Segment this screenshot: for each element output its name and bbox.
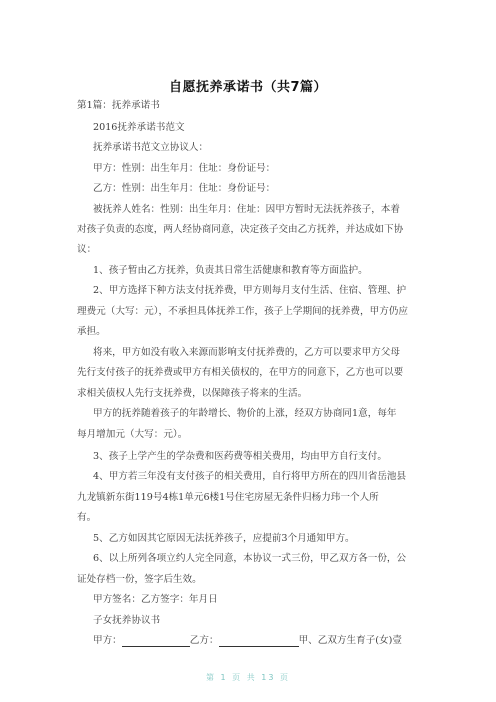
text-line: 有。 (77, 512, 97, 523)
text-line: 2016抚养承诺书范文 (93, 122, 185, 133)
text-line: 6、以上所列各项立约人完全同意，本协议一式三份，甲乙双方各一份，公 (93, 553, 407, 564)
agreement-text: 甲、乙双方生育子(女)壹 (298, 635, 402, 646)
text-line: 对孩子负责的态度，两人经协商同意，决定孩子交由乙方抚养，并达成如下协 (77, 224, 404, 235)
agreement-party-line (93, 634, 402, 647)
text-line: 每月增加元（大写：元）。 (77, 429, 188, 440)
text-line: 2、甲方选择下种方法支付抚养费，甲方则每月支付生活、住宿、管理、护 (93, 285, 407, 296)
text-line: 1、孩子暂由乙方抚养，负责其日常生活健康和教育等方面监护。 (93, 265, 368, 276)
text-line: 先行支付孩子的抚养费或甲方有相关债权的，在甲方的同意下，乙方也可以要 (77, 367, 404, 378)
text-line: 求相关债权人先行支抚养费，以保障孩子将来的生活。 (77, 388, 308, 399)
text-line: 九龙镇新东街119号4栋1单元6楼1号住宅房屋无条件归杨力玮一个人所 (77, 492, 379, 503)
text-line: 子女抚养协议书 (93, 615, 161, 626)
text-line: 将来，甲方如没有收入来源而影响支付抚养费的，乙方可以要求甲方父母 (93, 347, 400, 358)
text-line: 被抚养人姓名：性别：出生年月：住址：因甲方暂时无法抚养孩子，本着 (93, 204, 400, 215)
text-line: 3、孩子上学产生的学杂费和医药费等相关费用，均由甲方自行支付。 (93, 451, 387, 462)
text-line: 承担。 (77, 326, 106, 337)
text-line: 乙方：性别：出生年月：住址：身份证号： (93, 183, 276, 194)
party-b-blank (219, 635, 299, 647)
document-title: 自愿抚养承诺书（共7篇） (168, 80, 328, 95)
party-a-label: 甲方： (93, 635, 122, 646)
text-line: 甲方签名：乙方签字：年月日 (93, 594, 218, 605)
page-footer: 第 1 页 共 13 页 (206, 673, 290, 682)
text-line: 证处存档一份，签字后生效。 (77, 574, 202, 585)
section-heading: 第1篇：抚养承诺书 (77, 100, 160, 111)
text-line: 议： (77, 244, 97, 255)
text-line: 抚养承诺书范文立协议人： (93, 142, 209, 153)
party-a-blank (122, 635, 190, 647)
text-line: 5、乙方如因其它原因无法抚养孩子，应提前3个月通知甲方。 (93, 533, 355, 544)
text-line: 理费元（大写：元），不承担具体抚养工作，孩子上学期间的抚养费，甲方仍应 (77, 306, 408, 317)
text-line: 甲方：性别：出生年月：住址：身份证号： (93, 163, 276, 174)
text-line: 4、甲方若三年没有支付孩子的相关费用，自行将甲方所在的四川省岳池县 (93, 471, 407, 482)
text-line: 甲方的抚养随着孩子的年龄增长、物价的上涨，经双方协商同1意，每年 (93, 408, 397, 419)
party-b-label: 乙方： (189, 635, 219, 646)
